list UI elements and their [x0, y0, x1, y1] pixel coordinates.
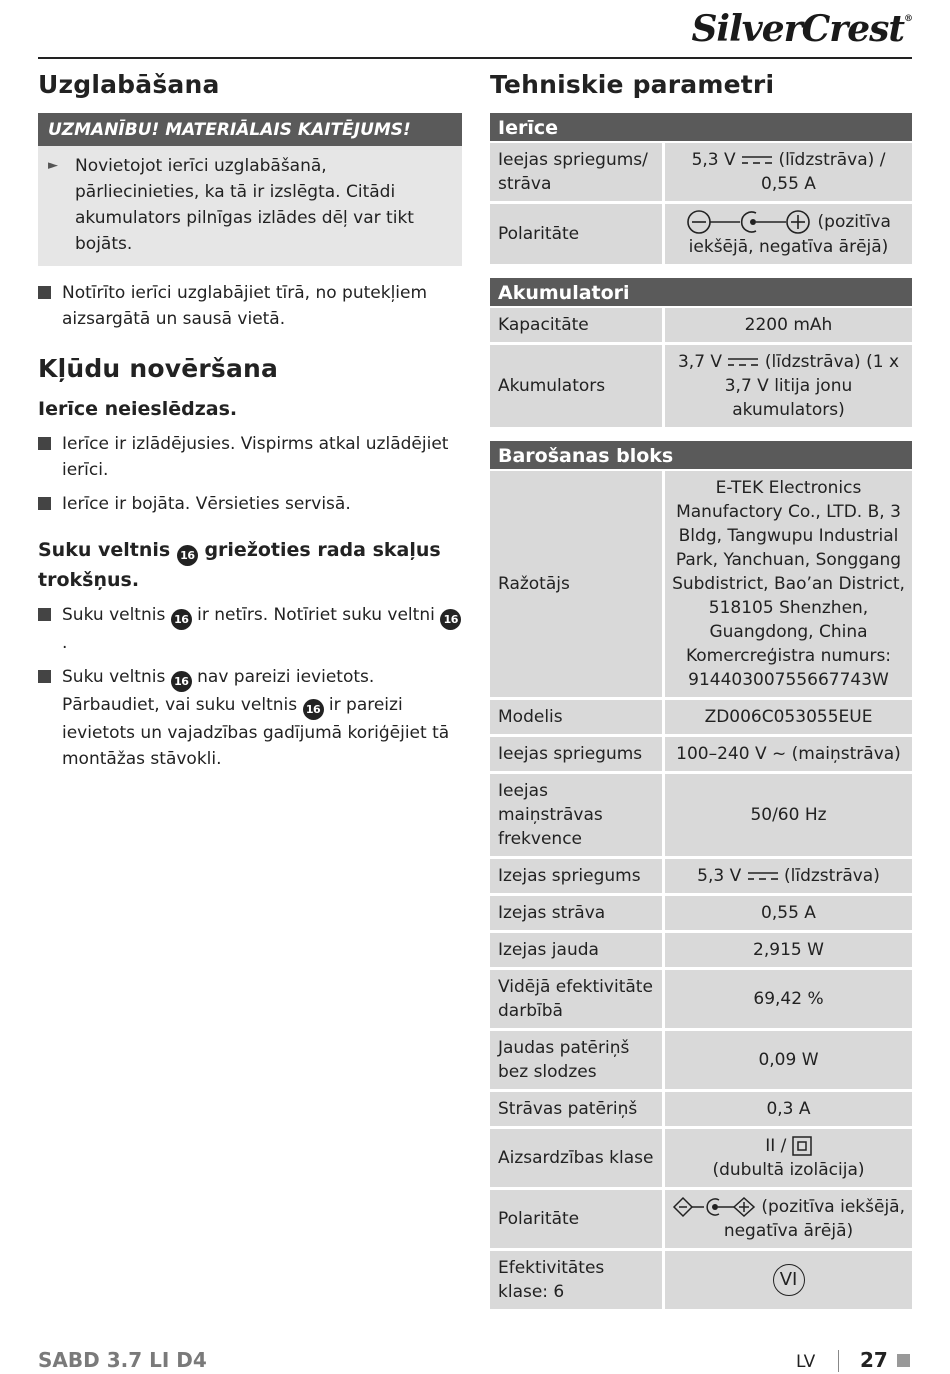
double-insulation-icon [792, 1136, 812, 1156]
bullet-square-icon [38, 431, 62, 483]
dc-symbol-icon [741, 154, 773, 166]
list-item: Ierīce ir bojāta. Vērsieties servisā. [38, 491, 462, 518]
brand-logo: SilverCrest® [691, 8, 912, 50]
header-rule [38, 57, 912, 59]
table-row: Modelis ZD006C053055EUE [490, 700, 912, 734]
arrow-icon: ► [48, 158, 58, 173]
efficiency-class-badge: VI [773, 1264, 805, 1296]
footer-model: SABD 3.7 LI D4 [38, 1348, 207, 1372]
left-column [38, 70, 462, 772]
device-table [490, 141, 912, 264]
battery-table [490, 306, 912, 427]
part-number-badge: 16 [440, 609, 461, 630]
table-row: Aizsardzības klase II / (dubultā izolācija) [490, 1129, 912, 1187]
section-battery-heading: Akumulatori [490, 278, 912, 306]
table-row: Efektivitātes klase: 6 VI [490, 1251, 912, 1309]
table-row: Jaudas patēriņš bez slodzes 0,09 W [490, 1031, 912, 1089]
bullet-square-icon [38, 664, 62, 772]
warning-box [38, 146, 462, 266]
section-device-heading: Ierīce [490, 113, 912, 141]
part-number-badge: 16 [171, 671, 192, 692]
storage-bullet: Notīrīto ierīci uzglabājiet tīrā, no putekļiem aizsargātā un sausā vietā. [38, 280, 462, 332]
table-row: Strāvas patēriņš 0,3 A [490, 1092, 912, 1126]
list-item: Suku veltnis 16 ir netīrs. Notīriet suku veltni 16. [38, 602, 462, 656]
table-row: Izejas jauda 2,915 W [490, 933, 912, 967]
psu-table [490, 469, 912, 1309]
table-row: Vidējā efektivitāte darbībā 69,42 % [490, 970, 912, 1028]
warning-text: Novietojot ierīci uzglabāšanā, pārliecinieties, ka tā ir izslēgta. Citādi akumulators pilnīgas izlādes dēļ var tikt bojāts. [75, 156, 414, 254]
table-row: Izejas spriegums 5,3 V (līdzstrāva) [490, 859, 912, 893]
subheading-noise: Suku veltnis 16 griežoties rada skaļus trokšņus. [38, 539, 441, 591]
table-row: Ieejas maiņstrāvas frekvence 50/60 Hz [490, 774, 912, 856]
page-number: 27 [860, 1348, 888, 1372]
bullet-square-icon [38, 491, 62, 518]
table-row: Izejas strāva 0,55 A [490, 896, 912, 930]
part-number-badge: 16 [177, 545, 198, 566]
bullet-square-icon [38, 602, 62, 656]
table-row: Ieejas spriegums/ strāva 5,3 V (līdzstrāva) / 0,55 A [490, 143, 912, 201]
table-row: Ražotājs E-TEK Electronics Manufactory Co., LTD. B, 3 Bldg, Tangwupu Industrial Park, Yanchuan, Songgang Subdistrict, Bao’an District, 518105 Shenzhen, Guangdong, China Komercreģistra numurs: 91440300755667743W [490, 471, 912, 697]
right-column [490, 70, 912, 1312]
list-item: Ierīce ir izlādējusies. Vispirms atkal uzlādējiet ierīci. [38, 431, 462, 483]
part-number-badge: 16 [171, 609, 192, 630]
table-row: Polaritāte (pozitīva iekšējā, negatīva ārējā) [490, 1190, 912, 1248]
footer-language: LV [796, 1352, 816, 1372]
tech-title: Tehniskie parametri [490, 70, 775, 99]
footer-square-icon [897, 1354, 910, 1367]
subheading-not-on: Ierīce neieslēdzas. [38, 398, 238, 420]
part-number-badge: 16 [303, 699, 324, 720]
warning-title: UZMANĪBU! MATERIĀLAIS KAITĒJUMS! [38, 113, 462, 146]
dc-symbol-icon [727, 356, 759, 368]
troubleshooting-title: Kļūdu novēršana [38, 354, 279, 383]
table-row: Polaritāte (pozitīva iekšējā, negatīva ārējā) [490, 204, 912, 264]
dc-symbol-icon [747, 870, 779, 882]
storage-title: Uzglabāšana [38, 70, 220, 99]
bullet-square-icon [38, 280, 62, 332]
table-row: Akumulators 3,7 V (līdzstrāva) (1 x 3,7 V litija jonu akumulators) [490, 345, 912, 427]
table-row: Ieejas spriegums 100–240 V ~ (maiņstrāva) [490, 737, 912, 771]
polarity-icon [686, 209, 812, 235]
section-psu-heading: Barošanas bloks [490, 441, 912, 469]
table-row: Kapacitāte 2200 mAh [490, 308, 912, 342]
polarity-icon [672, 1195, 756, 1219]
footer-divider [838, 1350, 839, 1372]
list-item: Suku veltnis 16 nav pareizi ievietots. Pārbaudiet, vai suku veltnis 16 ir pareizi ievietots un vajadzības gadījumā koriģējiet tā montāžas stāvokli. [38, 664, 462, 772]
